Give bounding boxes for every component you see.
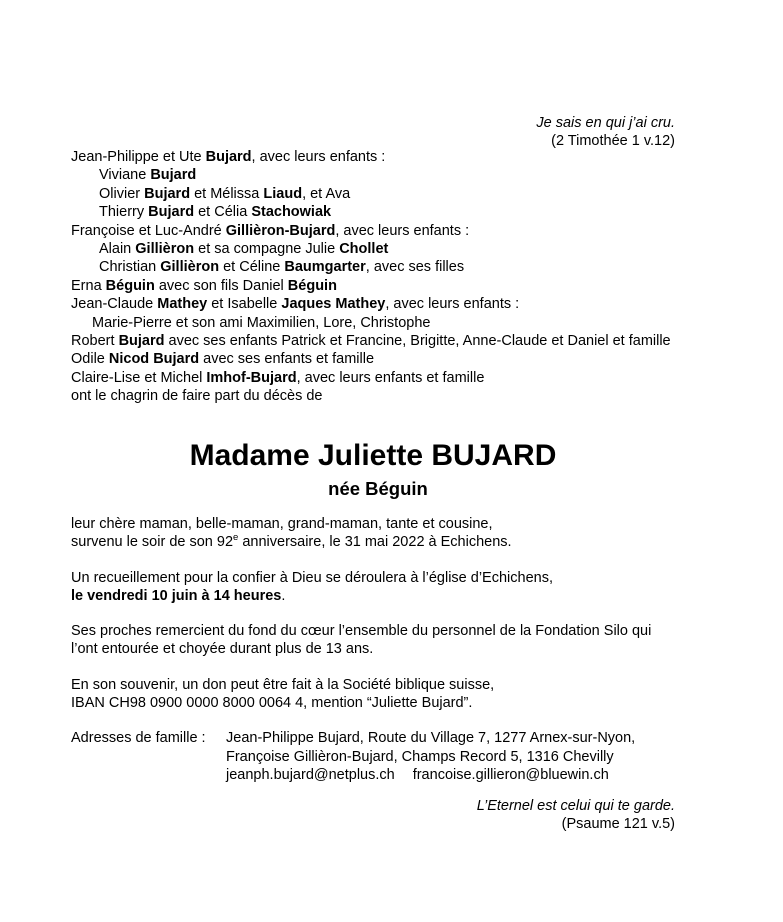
ceremony-date: le vendredi 10 juin à 14 heures — [71, 588, 282, 605]
text: , avec leurs enfants : — [251, 149, 386, 165]
family-line — [71, 222, 691, 240]
text: Ses proches remercient du fond du cœur l’ensemble du personnel de la Fondation Silo qui l’ont entourée et choyée durant plus de 13 ans. — [71, 623, 652, 658]
text: Françoise et Luc-André — [71, 222, 226, 239]
address-line: Jean-Philippe Bujard, Route du Village 7, 1277 Arnex-sur-Nyon, — [226, 730, 636, 746]
closing-quote: L’Eternel est celui qui te garde. — [476, 798, 675, 814]
maiden-name: née Béguin — [328, 478, 428, 499]
text: et sa compagne Julie — [194, 241, 340, 258]
surname: Bujard — [118, 333, 165, 350]
surname: Gillièron — [160, 259, 220, 276]
addresses-list — [226, 729, 635, 785]
family-line — [71, 387, 691, 405]
text: et Céline — [219, 259, 285, 276]
text: , avec leurs enfants : — [335, 222, 470, 239]
text: leur chère maman, belle-maman, grand-maman, tante et cousine, — [71, 516, 493, 532]
text: avec ses enfants et famille — [199, 351, 375, 368]
surname: Jaques Mathey — [281, 296, 386, 313]
text: Erna — [71, 277, 106, 294]
epigraph — [536, 114, 675, 150]
text — [71, 587, 691, 605]
text: En son souvenir, un don peut être fait à la Société biblique suisse, — [71, 677, 495, 693]
text: Jean-Claude — [71, 296, 158, 313]
family-line — [71, 314, 691, 332]
closing-reference: (Psaume 121 v.5) — [561, 816, 675, 832]
surname: Imhof-Bujard — [206, 369, 297, 386]
surname: Bujard — [205, 149, 252, 165]
text: et Célia — [194, 204, 252, 221]
surname: Chollet — [339, 241, 389, 258]
text: Robert — [71, 333, 119, 350]
family-line — [71, 369, 691, 387]
family-line — [71, 277, 691, 295]
surname: Stachowiak — [251, 204, 332, 221]
text: IBAN CH98 0900 0000 8000 0064 4, mention “Juliette Bujard”. — [71, 695, 473, 712]
text: Marie-Pierre et son ami Maximilien, Lore, Christophe — [92, 314, 431, 331]
text: Alain — [99, 241, 136, 258]
family-line — [71, 258, 691, 276]
email-line — [226, 766, 635, 785]
text: et Mélissa — [190, 185, 264, 202]
epigraph-quote: Je sais en qui j’ai cru. — [536, 115, 675, 131]
paragraph-thanks — [71, 622, 671, 659]
text: survenu le soir de son 92 — [71, 534, 234, 551]
address-line: Françoise Gillièron-Bujard, Champs Record 5, 1316 Chevilly — [226, 748, 614, 765]
text: , et Ava — [302, 185, 351, 202]
text: Thierry — [99, 204, 149, 221]
family-line — [71, 166, 691, 184]
epigraph-reference: (2 Timothée 1 v.12) — [551, 133, 675, 149]
family-line — [71, 350, 691, 368]
text: Olivier — [99, 185, 145, 202]
family-list — [71, 148, 691, 406]
superscript: e — [233, 532, 239, 544]
surname: Bujard — [148, 204, 195, 221]
text: anniversaire, le 31 mai 2022 à Echichens. — [238, 534, 512, 551]
family-line — [71, 148, 691, 166]
text: . — [281, 588, 286, 605]
closing-verse — [477, 797, 675, 833]
surname: Gillièron-Bujard — [225, 222, 336, 239]
deceased-name: Madame Juliette BUJARD — [189, 439, 557, 472]
surname: Nicod Bujard — [108, 351, 200, 368]
family-line — [71, 295, 691, 313]
surname: Béguin — [287, 277, 337, 294]
surname: Bujard — [144, 185, 191, 202]
family-line — [71, 240, 691, 258]
surname: Béguin — [105, 277, 155, 294]
family-line — [71, 203, 691, 221]
text: Odile — [71, 351, 109, 368]
text: et Isabelle — [207, 296, 282, 313]
paragraph-donation — [71, 676, 691, 713]
family-line — [71, 185, 691, 203]
text: , avec ses filles — [365, 259, 465, 276]
text: avec son fils Daniel — [154, 277, 288, 294]
paragraph-ceremony — [71, 569, 691, 606]
deceased-block — [0, 438, 783, 500]
text: Claire-Lise et Michel — [71, 369, 207, 386]
family-line — [71, 332, 691, 350]
text: Christian — [99, 259, 161, 276]
surname: Baumgarter — [284, 259, 366, 276]
text: , avec leurs enfants et famille — [296, 369, 485, 386]
text: Viviane — [99, 167, 151, 184]
text — [71, 533, 691, 551]
text: Jean-Philippe et Ute — [71, 149, 206, 165]
text: , avec leurs enfants : — [385, 296, 520, 313]
email-address: jeanph.bujard@netplus.ch — [226, 767, 395, 784]
text: Un recueillement pour la confier à Dieu se déroulera à l’église d’Echichens, — [71, 570, 553, 586]
addresses-label: Adresses de famille : — [71, 730, 206, 746]
surname: Gillièron — [135, 241, 195, 258]
surname: Liaud — [263, 185, 303, 202]
surname: Bujard — [150, 167, 197, 184]
surname: Mathey — [157, 296, 208, 313]
text: avec ses enfants Patrick et Francine, Brigitte, Anne-Claude et Daniel et famille — [164, 333, 671, 350]
paragraph-family-role — [71, 515, 691, 552]
text: ont le chagrin de faire part du décès de — [71, 388, 323, 405]
email-address: francoise.gillieron@bluewin.ch — [412, 767, 609, 784]
